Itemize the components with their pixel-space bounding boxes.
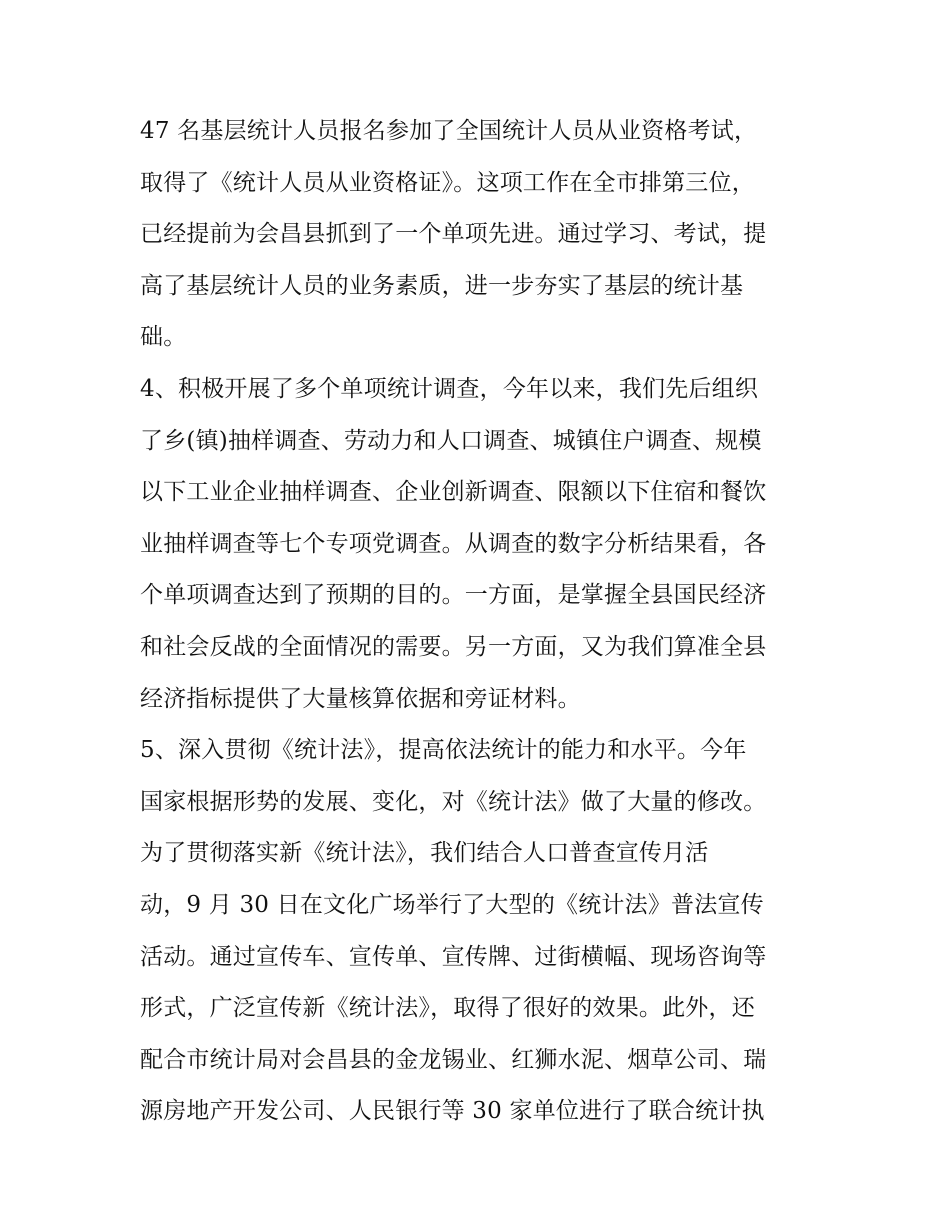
text-line: 国家根据形势的发展、变化，对《统计法》做了大量的修改。 [140,788,767,815]
text-line: 高了基层统计人员的业务素质，进一步夯实了基层的统计基 [140,272,744,299]
text-line: 配合市统计局对会昌县的金龙锡业、红狮水泥、烟草公司、瑞 [140,1046,767,1073]
text-line: 经济指标提供了大量核算依据和旁证材料。 [140,685,581,712]
text-line: 以下工业企业抽样调查、企业创新调查、限额以下住宿和餐饮 [140,479,767,506]
text-line: 和社会反战的全面情况的需要。另一方面，又为我们算准全县 [140,633,767,660]
text-line: 活动。通过宣传车、宣传单、宣传牌、过街横幅、现场咨询等 [140,943,767,970]
text-line: 形式，广泛宣传新《统计法》，取得了很好的效果。此外，还 [140,995,755,1022]
text-line: 已经提前为会昌县抓到了一个单项先进。通过学习、考试，提 [140,221,767,248]
text-line: 源房地产开发公司、人民银行等 30 家单位进行了联合统计执 [140,1098,765,1125]
text-line: 取得了《统计人员从业资格证》。这项工作在全市排第三位， [140,169,755,196]
text-line: 业抽样调查等七个专项党调查。从调查的数字分析结果看，各 [140,530,767,557]
text-line: 础。 [140,324,187,351]
text-line: 为了贯彻落实新《统计法》，我们结合人口普查宣传月活 [140,840,709,867]
text-line: 5、深入贯彻《统计法》，提高依法统计的能力和水平。今年 [140,737,747,764]
text-line: 个单项调查达到了预期的目的。一方面，是掌握全县国民经济 [140,582,767,609]
text-line: 了乡(镇)抽样调查、劳动力和人口调查、城镇住户调查、规模 [140,427,762,454]
text-line: 47 名基层统计人员报名参加了全国统计人员从业资格考试， [140,118,758,144]
body-text [140,106,840,1138]
text-line: 动，9 月 30 日在文化广场举行了大型的《统计法》普法宣传 [140,891,764,918]
text-line: 4、积极开展了多个单项统计调查，今年以来，我们先后组织 [140,375,759,402]
